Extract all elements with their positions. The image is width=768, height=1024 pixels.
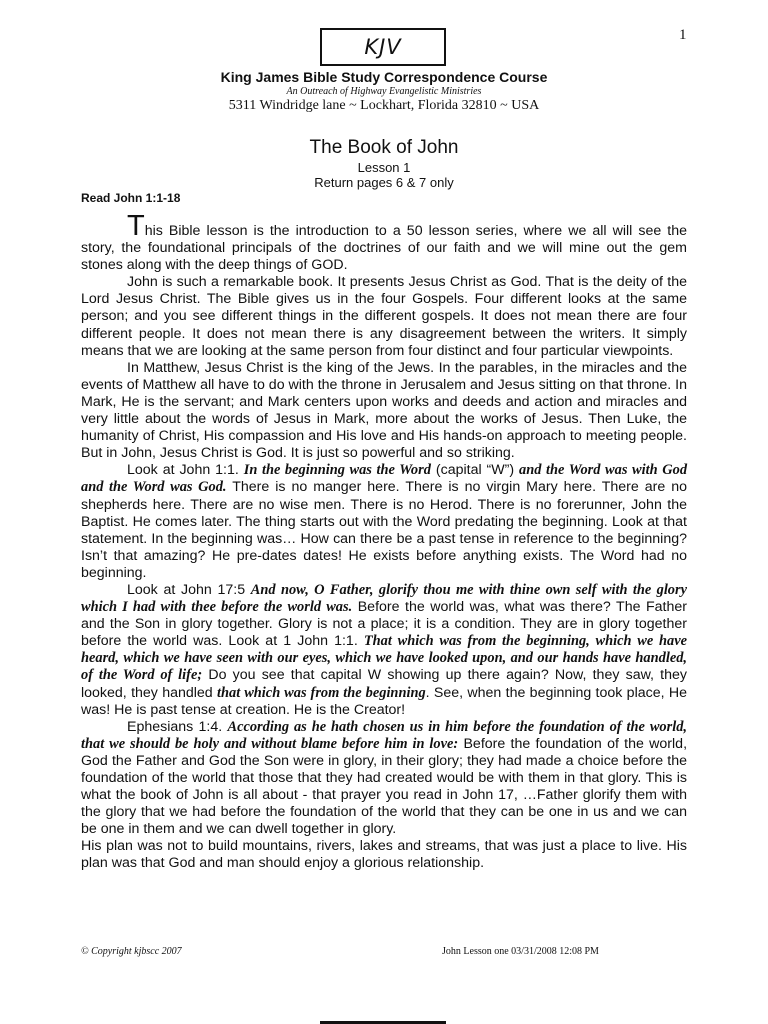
kjv-logo <box>320 28 446 66</box>
scripture-quote: According as he hath chosen us in him before the foundation of the world, that we should be holy and without blame before him in love: <box>81 718 687 752</box>
lesson-body <box>81 210 688 873</box>
lesson-label: Lesson 1 <box>357 160 411 175</box>
drop-cap: T <box>127 210 145 242</box>
footer-copyright: © Copyright kjbscc 2007 <box>81 946 182 957</box>
scripture-quote: that which was from the beginning <box>217 684 426 701</box>
return-pages-note: Return pages 6 & 7 only <box>314 175 454 190</box>
course-title: King James Bible Study Correspondence Course <box>220 69 548 85</box>
paragraph-text: Before the foundation of the world, God the Father and God the Son were in glory, in their glory; they had made a choice before the foundation of the world that those that they had created would be with them in that glory. This is what the book of John is all about - that prayer you read in John 17, …Father glorify them with the glory that we had before the foundation of the world that they can be one in us and we can be one in them and we can dwell together in glory. <box>81 735 688 838</box>
logo-text: KJV <box>364 35 402 59</box>
paragraph-john-1-1 <box>81 462 687 582</box>
paragraph-plan: His plan was not to build mountains, rivers, lakes and streams, that was just a place to live. His plan was that God and man should enjoy a glorious relationship. <box>81 838 687 872</box>
paragraph-gospels: John is such a remarkable book. It presents Jesus Christ as God. That is the deity of the Lord Jesus Christ. The Bible gives us in the four Gospels. Four different looks at the same person; and you see different things in the different gospels. It does not mean there are four different people. It does not mean there is any disagreement between the writers. It simply means that we are looking at the same person from four distinct and four particular viewpoints. <box>81 274 687 359</box>
paragraph-ephesians <box>81 719 687 839</box>
paragraph-text: . See, when the beginning took place, He was! He is past tense at creation. He is the Creator! <box>81 684 687 718</box>
scripture-quote: And now, O Father, glorify thou me with thine own self with the glory which I had with thee before the world was. <box>81 581 687 616</box>
page-number: 1 <box>679 27 687 43</box>
paragraph-text: (capital “W”) <box>430 462 520 479</box>
course-address: 5311 Windridge lane ~ Lockhart, Florida 32810 ~ USA <box>228 98 540 113</box>
paragraph-text: Do you see that capital W showing up there again? Now, they saw, they looked, they handled <box>81 667 687 701</box>
paragraph-text: Ephesians 1:4. <box>127 718 228 735</box>
scripture-quote: That which was from the beginning, which we have heard, which we have seen with our eyes, which we have looked upon, and our hands have handled, of the Word of life; <box>81 633 687 684</box>
paragraph-text: his Bible lesson is the introduction to a 50 lesson series, where we all will see the story, the foundational principals of the doctrines of our faith and we will mine out the gem stones along with the deep things of GOD. <box>81 223 687 274</box>
paragraph-text: There is no manger here. There is no virgin Mary here. There are no shepherds here. There are no wise men. There is no Herod. There is no forerunner, John the Baptist. He comes later. The thing starts out with the Word predating the beginning. Look at that statement. In the beginning was… How can there be a past tense in reference to the beginning? Isn’t that amazing? He pre-dates dates! He exists before anything exists. The Word had no beginning. <box>81 479 688 581</box>
paragraph-matthew: In Matthew, Jesus Christ is the king of the Jews. In the parables, in the miracles and the events of Matthew all have to do with the throne in Jerusalem and Jesus sitting on that throne. In Mark, He is the servant; and Mark centers upon works and deeds and action and miracles and very little about the words of Jesus in Mark, more about the works of Jesus. Then Luke, the humanity of Christ, His compassion and His love and His hands-on approach to meeting people. But in John, Jesus Christ is God. It is just so powerful and so striking. <box>81 359 687 462</box>
footer-doc-info: John Lesson one 03/31/2008 12:08 PM <box>442 946 599 957</box>
paragraph-intro <box>81 210 687 274</box>
paragraph-john-17-5 <box>81 582 687 719</box>
course-subtitle: An Outreach of Highway Evangelistic Ministries <box>286 86 482 97</box>
book-title: The Book of John <box>309 137 459 158</box>
paragraph-text: Look at John 17:5 <box>127 581 251 598</box>
paragraph-text: Look at John 1:1. <box>127 462 244 479</box>
scripture-quote: and the Word was with God and the Word was God. <box>81 462 688 496</box>
reading-reference: Read John 1:1-18 <box>81 191 181 205</box>
paragraph-text: Before the world was, what was there? The Father and the Son in glory together. Glory is not a place; it is a condition. They are in glory together before the world was. Look at 1 John 1:1. <box>81 599 687 650</box>
scripture-quote: In the beginning was the Word <box>243 462 431 479</box>
